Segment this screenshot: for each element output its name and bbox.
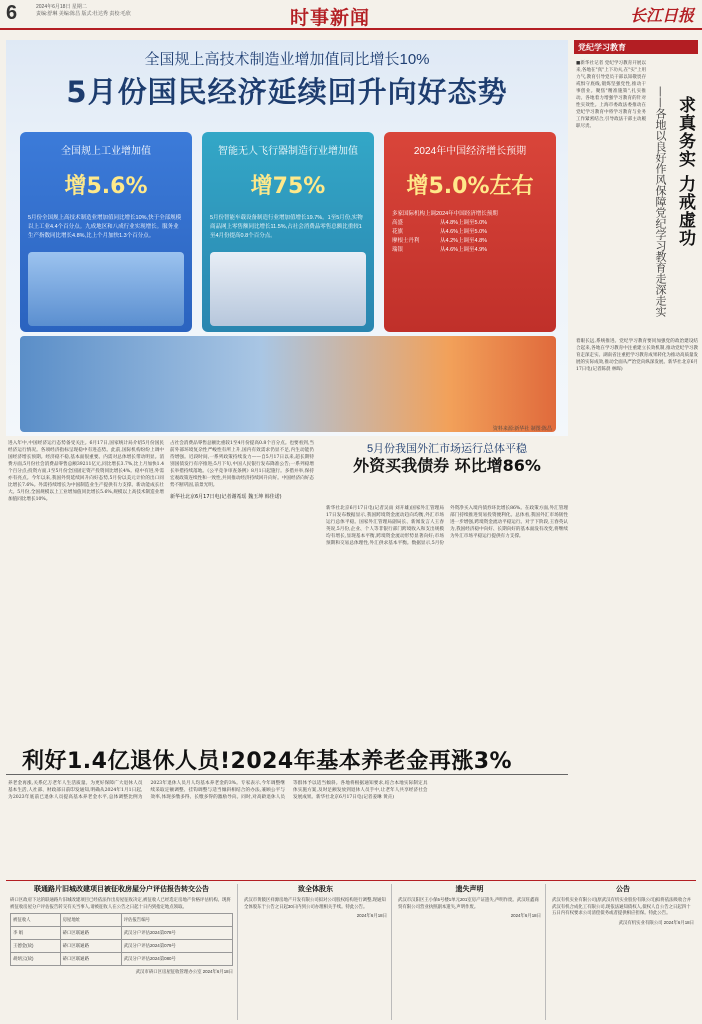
notice-loss [394, 884, 546, 1020]
forecast-value: 从4.6%上调至4.9% [440, 247, 488, 253]
drone-illustration [210, 252, 366, 326]
notice-table [10, 913, 233, 966]
divider [6, 774, 568, 775]
forecast-org: 瑞银 [392, 247, 404, 253]
divider [6, 880, 696, 881]
table-cell: 房屋地址 [60, 914, 121, 927]
forecast-value: 从4.2%上调至4.8% [440, 238, 488, 244]
card-body: 多家国际机构上调2024年中国经济增长预期 [392, 211, 498, 217]
sidebar-subtitle: ——各地以良好作风保障党纪学习教育走深走实 [654, 86, 667, 317]
feature-headline: 5月份国民经济延续回升向好态势 [66, 75, 508, 109]
notice-date: 2024年6月18日 [510, 913, 541, 918]
card-title: 智能无人飞行器制造行业增加值 [218, 146, 358, 157]
article-economy-col1 [8, 440, 164, 740]
notice-body: 硚口区政府下达的联通路片旧城改建项目已经依法作出房屋征收决定,被征收人已经选定房地产价格评估机构。现将被征收房屋分户评估报告转交有关当事人,请被征收人在公告之日起十日内到指定地点领取。 [10, 897, 231, 909]
masthead-date: 2024年6月18日 星期二 [36, 4, 87, 10]
card-figure: 增5.6% [64, 174, 148, 199]
masthead [0, 0, 702, 30]
forecast-value: 从4.6%上调至5.0% [440, 229, 488, 235]
notice-date: 武汉市硚口区房屋征收管理办公室 2024年6月18日 [135, 969, 233, 974]
card-figure: 增5.0%左右 [406, 174, 534, 199]
table-cell: 硚口区联通路 [60, 953, 121, 966]
table-cell: 硚口区联通路 [60, 940, 121, 953]
notice-title: 公告 [616, 886, 630, 893]
notice-body: 武汉市汉阳区王小保5号楼1单元201室房产证遗失,声明作废。武汉旺鑫商贸有限公司营业执照副本遗失,声明作废。 [398, 897, 539, 909]
table-cell: 武汉分户评估2024第079号 [121, 940, 232, 953]
notice-merger [548, 884, 698, 1020]
article-text: 进入年中,中国经济运行态势备受关注。6月17日,国家统计局介绍5月份国民经济运行情况。各项经济指标呈现稳中有进态势。此前,国际机构纷纷上调中国经济增长预期。经济稳不稳,基本面很重要。内需对总体增长带动明显。消费方面,5月份社会消费品零售总额39211亿元,同比增长3.7%,比上月加快1.4个百分点;投资方面,1至5月份全国固定资产投资同比增长4%。稳中有进,外需亦有亮点。今年以来,我国外贸延续回升向好态势,5月份以美元计价的出口同比增长7.6%。外需持续增长为中国制造业生产提供有力支撑。新动能成长壮大。5月份,全国规模以上工业增加值同比增长5.6%,规模以上高技术制造业增加值同比增长10%。 [8, 441, 164, 502]
sidebar-text-bottom: 着眼长远,系统推进。党纪学习教育要同加强党的政治建设结合起来,各地在学习教育中注重建立长效机制,推动党纪学习教育走深走实。湖南省注重把学习教育成果转化为推动高质量发展的实际成效,推动全面从严治党向纵深发展。新华社北京6月17日电(记者陈晨 林晖) [576, 339, 698, 372]
notice-date: 2024年6月18日 [356, 913, 387, 918]
industry-robot-illustration [28, 252, 184, 326]
table-cell: 硚口区联通路 [60, 927, 121, 940]
forex-headline: 外资买我债券 环比增86% [353, 456, 541, 475]
forecast-row [392, 237, 548, 246]
table-cell: 被征收人 [11, 914, 61, 927]
table-row [11, 953, 233, 966]
stat-card-growth-forecast [384, 132, 556, 332]
stat-card-industry [20, 132, 192, 332]
table-cell: 王德金(故) [11, 940, 61, 953]
notice-body: 武汉有机实业有限公司(原武汉有机实业股份有限公司)拟将依法吸收合并武汉有机合成化工有限公司,现依法通知债权人,债权人自公告之日起四十五日内有权要求公司清偿债务或者提供相应担保。特此公告。 [552, 897, 692, 915]
card-body: 5月份全国规上高技术制造业增加值同比增长10%,快于全部规模以上工业4.4个百分点。九成地区和八成行业实现增长。服务业生产指数同比增长4.8%,比上个月加快1.3个百分点。 [28, 215, 182, 239]
masthead-meta [36, 4, 131, 18]
table-row [11, 927, 233, 940]
paper-logo: 长江日报 [629, 6, 694, 25]
notice-title: 遗失声明 [455, 886, 484, 893]
forecast-org: 高盛 [392, 220, 404, 226]
forecast-org: 摩根士丹利 [392, 238, 420, 244]
page-number: 6 [6, 2, 18, 24]
pension-body: 养老金再涨,关系亿万老年人生活质量。为更好保障广大退休人员基本生活,人社部、财政部日前印发通知,明确从2024年1月1日起,为2023年底前已退休人员提高基本养老金水平,总体调整比例为2023年退休人员月人均基本养老金的3%。专家表示,今年调整继续采取定额调整、挂钩调整与适当倾斜相结合的办法,兼顾公平与效率,体现多缴多得、长缴多得的激励导向。同时,对高龄退休人员等群体予以适当倾斜。各地将根据通知要求,结合本地实际制定具体实施方案,及时足额发放到退休人员手中,让老年人共享经济社会发展成果。新华社北京6月17日电(记者姜琳 黄垚) [8, 781, 428, 800]
sidebar-text-top: ■新华社记者 党纪学习教育开展以来,各地在"真"上下功夫,在"实"上用力气,教育引导党员干部以知敬畏存戒惧守底线,锻炼坚强党性,推动干事创业。聚焦"精准施策",扎实推动。各地着力增强学习教育的针对性实效性。上海市委政法委推动在党纪学习教育中将学习教育与业务工作紧密结合,引导政法干部主动履职尽责。 [576, 61, 646, 129]
notice-shareholders [240, 884, 392, 1020]
card-title: 2024年中国经济增长预期 [413, 146, 527, 157]
stat-card-drone [202, 132, 374, 332]
feature-kicker: 全国规上高技术制造业增加值同比增长10% [144, 51, 430, 68]
notice-relocation [6, 884, 238, 1020]
image-credit: 资料来源:新华社 制图:陈昌 [492, 426, 552, 432]
card-title: 全国规上工业增加值 [61, 146, 151, 157]
masthead-editors: 责编:舒琳 美编:陈昌 版式:杜达秀 责校:毛欣 [36, 11, 131, 17]
forecast-row [392, 228, 548, 237]
notice-title: 联通路片旧城改建项目被征收房屋分户评估报告转交公告 [34, 886, 209, 893]
notice-date: 武汉有机实业有限公司 2024年6月18日 [618, 919, 694, 925]
table-cell: 胡炳云(故) [11, 953, 61, 966]
notice-body: 武汉市黄陂区祥源房地产开发有限公司拟对公司股权结构进行调整,现通知全体股东于公告之日起30日内到公司办理相关手续。特此公告。 [244, 897, 386, 909]
forecast-row [392, 219, 548, 228]
table-row [11, 940, 233, 953]
forecast-org: 花旗 [392, 229, 404, 235]
section-title: 时事新闻 [290, 7, 371, 29]
article-text: 占社会消费品零售总额比重较1至4月份提高0.8个百分点。也要看到,当前外部环境复杂性严峻性有所上升,国内有效需求仍显不足,内生动能仍待增强。近段时间,一系列政策持续发力——自5月17日以来,超长期特别国债发行有序推进;5月下旬,中国人民银行发布降准公告;一系列稳增长举措持续落地。《公平竞争审查条例》8月1日起施行。多措并举,保持宏观政策连续性和一致性,共同推动经济持续回升向好。中国经济向好态势不断巩固,前景光明。 [170, 441, 314, 488]
table-cell: 武汉分户评估2024第078号 [121, 927, 232, 940]
notice-title: 致全体股东 [298, 886, 333, 893]
article-byline: 新华社北京6月17日电(记者谢希瑶 魏玉坤 韩佳诺) [170, 494, 282, 500]
table-row [11, 914, 233, 927]
forecast-row [392, 246, 548, 255]
article-economy-col2 [170, 440, 314, 740]
feature-infographic [6, 40, 568, 436]
table-cell: 武汉分户评估2024第080号 [121, 953, 232, 966]
card-body: 5月份智能车载设备制造行业增加值增长19.7%。1至5月份,实物商品网上零售额同比增长11.5%,占社会消费品零售总额比重较1至4月份提高0.8个百分点。 [210, 215, 363, 239]
forex-body: 新华社北京6月17日电(记者吴雨 刘开雄)国家外汇管理局17日发布数据显示,我国跨境资金流动趋向均衡,外汇市场运行总体平稳。国家外汇管理局副局长、新闻发言人王春英说,5月份,企业、个人等非银行部门跨境收入和支出规模均有增长,显现基本平衡,跨境资金流动形势显著向好;市场预期和交易总体理性,外汇供求基本平衡。数据显示,5月份外资净买入境内债券环比增长86%。在政策方面,外汇管理部门持续推进贸易投资便利化。总体看,我国外汇市场韧性进一步增强,跨境资金流动平稳运行。对于下阶段,王春英认为,我国经济稳中向好、长期向好的基本面没有改变,将继续为外汇市场平稳运行提供有力支撑。 [326, 506, 568, 546]
forex-kicker: 5月份我国外汇市场运行总体平稳 [366, 443, 528, 455]
table-cell: 评估报告编号 [121, 914, 232, 927]
sidebar-section-header: 党纪学习教育 [574, 40, 698, 54]
economy-illustration [20, 336, 556, 432]
sidebar-title: 求真务实 力戒虚功 [675, 96, 695, 247]
pension-headline: 利好1.4亿退休人员!2024年基本养老金再涨3% [22, 749, 513, 774]
table-cell: 李 娟 [11, 927, 61, 940]
card-figure: 增75% [250, 174, 326, 199]
forecast-value: 从4.8%上调至5.0% [440, 220, 488, 226]
